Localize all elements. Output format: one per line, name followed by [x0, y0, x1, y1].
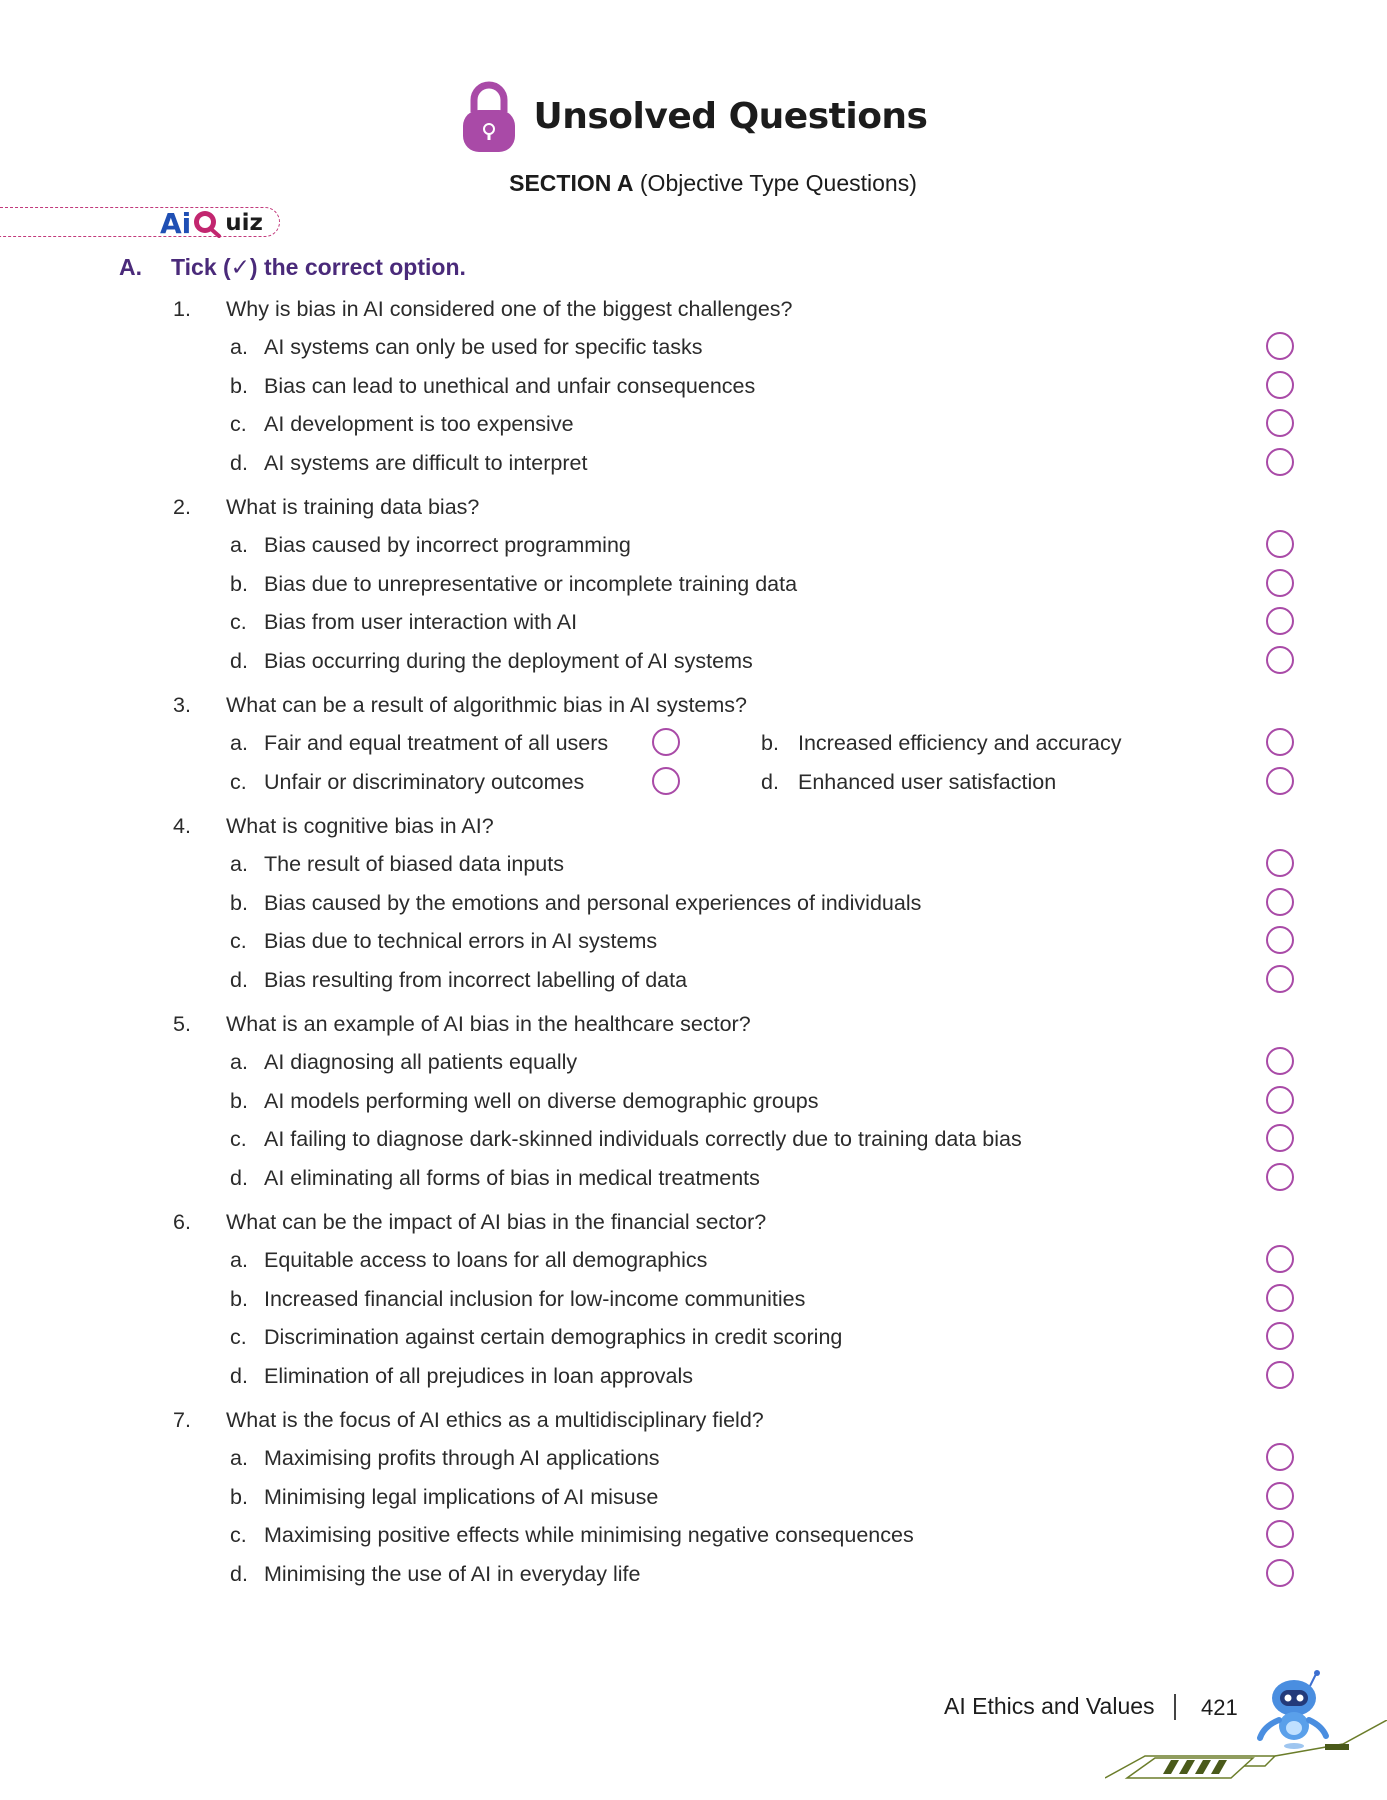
option-row: [0, 328, 1387, 367]
option-label: a.: [230, 533, 248, 557]
question-number: 5.: [173, 1012, 191, 1036]
option-row: [0, 1120, 1387, 1159]
option-label: d.: [230, 1165, 248, 1190]
question-text: What is cognitive bias in AI?: [226, 814, 494, 838]
option-label: d.: [230, 450, 248, 475]
option-row: [0, 922, 1387, 961]
answer-circle[interactable]: [1266, 371, 1294, 399]
answer-circle[interactable]: [1266, 409, 1294, 437]
section-label: SECTION A: [509, 170, 634, 196]
footer-decoration: [1105, 1720, 1387, 1782]
ai-quiz-logo: [160, 206, 263, 240]
answer-circle[interactable]: [1266, 1520, 1294, 1548]
answer-circle[interactable]: [1266, 888, 1294, 916]
answer-circle[interactable]: [1266, 1559, 1294, 1587]
option-label: c.: [230, 1523, 247, 1547]
footer-divider: [1174, 1694, 1176, 1720]
question-6: [0, 1203, 1387, 1401]
answer-circle[interactable]: [1266, 1361, 1294, 1389]
option-row: [0, 763, 1387, 802]
option-text: AI eliminating all forms of bias in medical treatments: [264, 1165, 760, 1190]
answer-circle[interactable]: [1266, 569, 1294, 597]
question-text: What can be a result of algorithmic bias in AI systems?: [226, 693, 748, 717]
option-text: AI development is too expensive: [264, 412, 574, 436]
option-label: a.: [230, 335, 248, 359]
answer-circle[interactable]: [1266, 1322, 1294, 1350]
answer-circle[interactable]: [1266, 965, 1294, 993]
option-row: [0, 961, 1387, 1000]
answer-circle[interactable]: [1266, 1163, 1294, 1191]
question-number: 7.: [173, 1408, 191, 1432]
question-5: [0, 1005, 1387, 1203]
option-row: [0, 526, 1387, 565]
option-label: c.: [230, 1325, 247, 1349]
answer-circle[interactable]: [1266, 728, 1294, 756]
option-row: [0, 724, 1387, 763]
option-row: [0, 884, 1387, 923]
option-text: Bias can lead to unethical and unfair consequences: [264, 373, 756, 398]
option-row: [0, 1318, 1387, 1357]
option-text: Minimising legal implications of AI misuse: [264, 1484, 659, 1509]
option-label: b.: [230, 571, 248, 596]
option-label: c.: [230, 929, 247, 953]
instruction-text: Tick (✓) the correct option.: [171, 254, 466, 280]
page-title: Unsolved Questions: [533, 95, 928, 137]
option-row: [0, 1043, 1387, 1082]
answer-circle[interactable]: [1266, 1086, 1294, 1114]
answer-circle[interactable]: [652, 728, 680, 756]
answer-circle[interactable]: [652, 767, 680, 795]
option-row: [0, 1357, 1387, 1396]
logo-ai-text: Ai: [160, 206, 192, 240]
question-7: [0, 1401, 1387, 1593]
option-label: b.: [230, 1484, 248, 1509]
answer-circle[interactable]: [1266, 530, 1294, 558]
option-text: Equitable access to loans for all demographics: [264, 1248, 708, 1272]
option-label: a.: [230, 1446, 248, 1470]
option-text: Maximising positive effects while minimising negative consequences: [264, 1523, 914, 1547]
option-label: b.: [230, 1088, 248, 1113]
option-label: d.: [230, 967, 248, 992]
option-label: b.: [230, 373, 248, 398]
page-number: 421: [1201, 1695, 1238, 1720]
option-row: [0, 565, 1387, 604]
magnifier-icon: [191, 208, 225, 238]
question-number: 6.: [173, 1210, 191, 1234]
question-2: [0, 488, 1387, 686]
option-label: d.: [761, 769, 779, 794]
option-row: [0, 1159, 1387, 1198]
question-text: What is training data bias?: [226, 495, 480, 519]
option-row: [0, 1241, 1387, 1280]
question-4: [0, 807, 1387, 1005]
answer-circle[interactable]: [1266, 1124, 1294, 1152]
option-text: Bias caused by the emotions and personal experiences of individuals: [264, 890, 922, 915]
answer-circle[interactable]: [1266, 1284, 1294, 1312]
option-label: c.: [230, 412, 247, 436]
option-text: AI systems are difficult to interpret: [264, 450, 588, 475]
answer-circle[interactable]: [1266, 448, 1294, 476]
option-label: b.: [230, 890, 248, 915]
section-subtitle: (Objective Type Questions): [633, 170, 917, 196]
question-text: What is the focus of AI ethics as a multidisciplinary field?: [226, 1408, 764, 1432]
page-header: [0, 78, 1387, 159]
option-label: a.: [230, 852, 248, 876]
option-row: [0, 405, 1387, 444]
question-text: What is an example of AI bias in the healthcare sector?: [226, 1012, 751, 1036]
option-label: c.: [230, 610, 247, 634]
question-text: What can be the impact of AI bias in the financial sector?: [226, 1210, 767, 1234]
option-text: Bias due to unrepresentative or incomplete training data: [264, 571, 798, 596]
answer-circle[interactable]: [1266, 1443, 1294, 1471]
option-label: a.: [230, 731, 248, 755]
option-text: Increased efficiency and accuracy: [798, 731, 1122, 755]
answer-circle[interactable]: [1266, 849, 1294, 877]
question-number: 1.: [173, 297, 191, 321]
option-text: Unfair or discriminatory outcomes: [264, 769, 585, 794]
option-text: Increased financial inclusion for low-income communities: [264, 1286, 806, 1311]
answer-circle[interactable]: [1266, 607, 1294, 635]
instruction-heading: [119, 254, 466, 281]
question-number: 2.: [173, 495, 191, 519]
option-row: [0, 1555, 1387, 1594]
answer-circle[interactable]: [1266, 332, 1294, 360]
option-text: Fair and equal treatment of all users: [264, 731, 609, 755]
option-text: Bias resulting from incorrect labelling of data: [264, 967, 688, 992]
answer-circle[interactable]: [1266, 1482, 1294, 1510]
option-label: d.: [230, 648, 248, 673]
option-text: AI systems can only be used for specific tasks: [264, 335, 703, 359]
answer-circle[interactable]: [1266, 1245, 1294, 1273]
option-label: c.: [230, 769, 247, 794]
option-text: Enhanced user satisfaction: [798, 769, 1057, 794]
question-number: 4.: [173, 814, 191, 838]
option-label: d.: [230, 1561, 248, 1586]
answer-circle[interactable]: [1266, 646, 1294, 674]
section-title: [0, 170, 1387, 197]
option-row: [0, 1478, 1387, 1517]
lock-icon: [460, 78, 518, 154]
option-row: [0, 845, 1387, 884]
option-text: Bias occurring during the deployment of AI systems: [264, 648, 753, 673]
option-text: The result of biased data inputs: [264, 852, 564, 876]
option-label: c.: [230, 1127, 247, 1151]
logo-uiz-text: uiz: [225, 210, 263, 236]
footer-chapter-title: AI Ethics and Values: [944, 1693, 1155, 1719]
option-row: [0, 1082, 1387, 1121]
answer-circle[interactable]: [1266, 767, 1294, 795]
option-row: [0, 1439, 1387, 1478]
option-text: AI models performing well on diverse demographic groups: [264, 1088, 819, 1113]
question-text: Why is bias in AI considered one of the biggest challenges?: [226, 297, 793, 321]
option-row: [0, 642, 1387, 681]
option-label: a.: [230, 1248, 248, 1272]
option-row: [0, 1280, 1387, 1319]
question-1: [0, 290, 1387, 488]
question-number: 3.: [173, 693, 191, 717]
option-label: d.: [230, 1363, 248, 1388]
option-text: Minimising the use of AI in everyday life: [264, 1561, 641, 1586]
option-text: Elimination of all prejudices in loan approvals: [264, 1363, 694, 1388]
option-text: Bias from user interaction with AI: [264, 610, 578, 634]
option-text: AI diagnosing all patients equally: [264, 1050, 578, 1074]
option-label: b.: [761, 731, 779, 755]
option-row: [0, 603, 1387, 642]
answer-circle[interactable]: [1266, 926, 1294, 954]
option-row: [0, 1516, 1387, 1555]
option-text: Maximising profits through AI applications: [264, 1446, 660, 1470]
answer-circle[interactable]: [1266, 1047, 1294, 1075]
option-text: Bias caused by incorrect programming: [264, 533, 631, 557]
question-3: [0, 686, 1387, 807]
option-text: AI failing to diagnose dark-skinned individuals correctly due to training data bias: [264, 1127, 1022, 1151]
option-row: [0, 444, 1387, 483]
option-label: b.: [230, 1286, 248, 1311]
option-label: a.: [230, 1050, 248, 1074]
option-text: Discrimination against certain demographics in credit scoring: [264, 1325, 843, 1349]
option-row: [0, 367, 1387, 406]
instruction-label: A.: [119, 254, 142, 280]
question-list: [0, 290, 1387, 1593]
option-text: Bias due to technical errors in AI systems: [264, 929, 658, 953]
